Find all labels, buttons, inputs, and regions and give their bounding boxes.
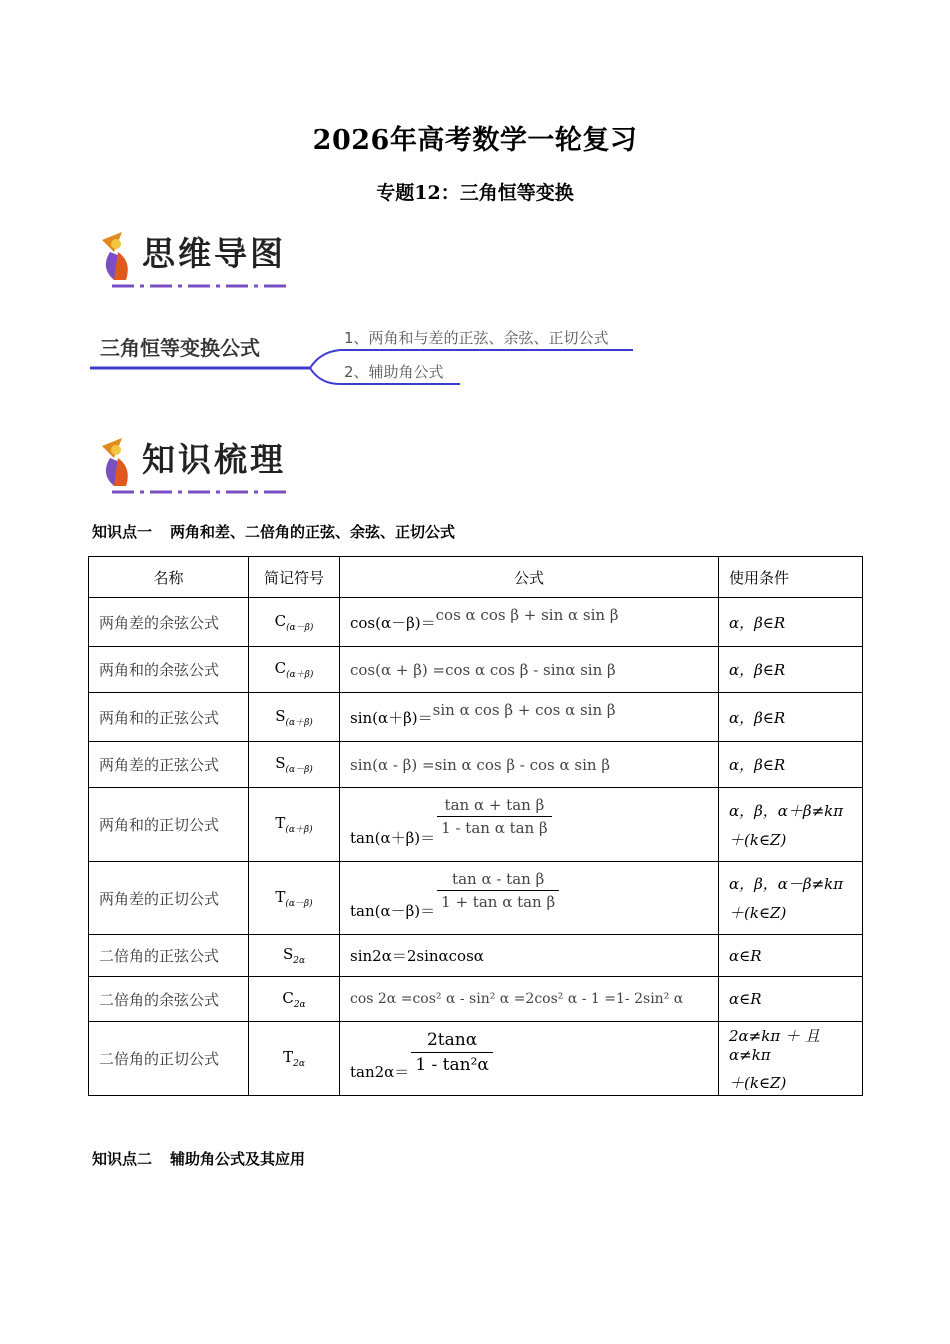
table-row — [89, 647, 863, 693]
formula-symbol: $C_{(\alpha-\beta)}$ — [249, 598, 340, 647]
table-header-row — [89, 557, 863, 598]
formula-symbol: $T_{2\alpha}$ — [249, 1022, 340, 1096]
formula-symbol: $T_{(\alpha-\beta)}$ — [249, 862, 340, 935]
formula-condition: α∈R — [719, 977, 863, 1022]
formula-symbol: $C_{(\alpha+\beta)}$ — [249, 647, 340, 693]
mindmap — [88, 316, 648, 400]
formula-cell: sin(α＋β)＝sin α cos β + cos α sin β — [340, 693, 719, 742]
section-label: 知识点二 — [92, 1150, 153, 1168]
formula-cell: sin(α - β) =sin α cos β - cos α sin β — [340, 742, 719, 788]
formula-cell: tan(α－β)＝ $\frac{\text{tan α - tan β}}{\text{1 + tan α tan β}}$ — [340, 862, 719, 935]
table-row — [89, 1022, 863, 1096]
section-heading-1 — [92, 521, 455, 542]
formula-condition: α，β，α＋β≠kπ ＋(k∈Z) — [719, 788, 863, 862]
section-heading-2 — [92, 1148, 305, 1169]
table-row — [89, 977, 863, 1022]
formula-condition: 2α≠kπ ＋ 且 α≠kπ ＋(k∈Z) — [719, 1022, 863, 1096]
formula-condition: α，β∈R — [719, 647, 863, 693]
formula-name: 二倍角的正弦公式 — [89, 935, 249, 977]
formula-cell: cos 2α =cos² α - sin² α =2cos² α - 1 =1- 2sin² α — [340, 977, 719, 1022]
column-header: 简记符号 — [249, 557, 340, 598]
formula-symbol: $C_{2\alpha}$ — [249, 977, 340, 1022]
column-header: 公式 — [340, 557, 719, 598]
formula-symbol: $S_{2\alpha}$ — [249, 935, 340, 977]
formula-name: 两角差的正切公式 — [89, 862, 249, 935]
formula-condition: α，β，α－β≠kπ ＋(k∈Z) — [719, 862, 863, 935]
column-header: 使用条件 — [719, 557, 863, 598]
section-label: 知识点一 — [92, 523, 153, 541]
page-title: 2026年高考数学一轮复习 — [312, 125, 638, 156]
table-row — [89, 788, 863, 862]
formula-cell: cos(α－β)＝cos α cos β + sin α sin β — [340, 598, 719, 647]
mindmap-root: 三角恒等变换公式 — [100, 336, 260, 360]
section-title: 两角和差、二倍角的正弦、余弦、正切公式 — [170, 523, 456, 541]
formula-cell: cos(α + β) =cos α cos β - sinα sin β — [340, 647, 719, 693]
formula-name: 二倍角的正切公式 — [89, 1022, 249, 1096]
formula-name: 两角和的正弦公式 — [89, 693, 249, 742]
formula-table — [88, 556, 863, 1096]
banner-label: 知识梳理 — [142, 440, 286, 479]
table-row — [89, 598, 863, 647]
formula-name: 二倍角的余弦公式 — [89, 977, 249, 1022]
table-row — [89, 742, 863, 788]
formula-name: 两角差的余弦公式 — [89, 598, 249, 647]
formula-symbol: $S_{(\alpha-\beta)}$ — [249, 742, 340, 788]
formula-symbol: $S_{(\alpha+\beta)}$ — [249, 693, 340, 742]
column-header: 名称 — [89, 557, 249, 598]
formula-cell: tan(α＋β)＝ $\frac{\text{tan α + tan β}}{\text{1 - tan α tan β}}$ — [340, 788, 719, 862]
knowledge-banner — [92, 428, 312, 496]
table-row — [89, 693, 863, 742]
formula-condition: α∈R — [719, 935, 863, 977]
table-row — [89, 862, 863, 935]
section-title: 辅助角公式及其应用 — [170, 1150, 306, 1168]
formula-condition: α，β∈R — [719, 693, 863, 742]
formula-cell: tan2α＝ $\frac{2\tan\alpha}{\text{1 - tan²α}}$ — [340, 1022, 719, 1096]
formula-name: 两角和的余弦公式 — [89, 647, 249, 693]
formula-name: 两角和的正切公式 — [89, 788, 249, 862]
formula-symbol: $T_{(\alpha+\beta)}$ — [249, 788, 340, 862]
mindmap-branch-1: 1、两角和与差的正弦、余弦、正切公式 — [344, 329, 609, 347]
formula-condition: α，β∈R — [719, 598, 863, 647]
table-row — [89, 935, 863, 977]
formula-condition: α，β∈R — [719, 742, 863, 788]
formula-name: 两角差的正弦公式 — [89, 742, 249, 788]
banner-label: 思维导图 — [142, 234, 286, 273]
page-subtitle: 专题12：三角恒等变换 — [376, 182, 574, 204]
mindmap-banner — [92, 222, 312, 290]
formula-cell: sin2α＝2sinαcosα — [340, 935, 719, 977]
mindmap-branch-2: 2、辅助角公式 — [344, 363, 444, 381]
